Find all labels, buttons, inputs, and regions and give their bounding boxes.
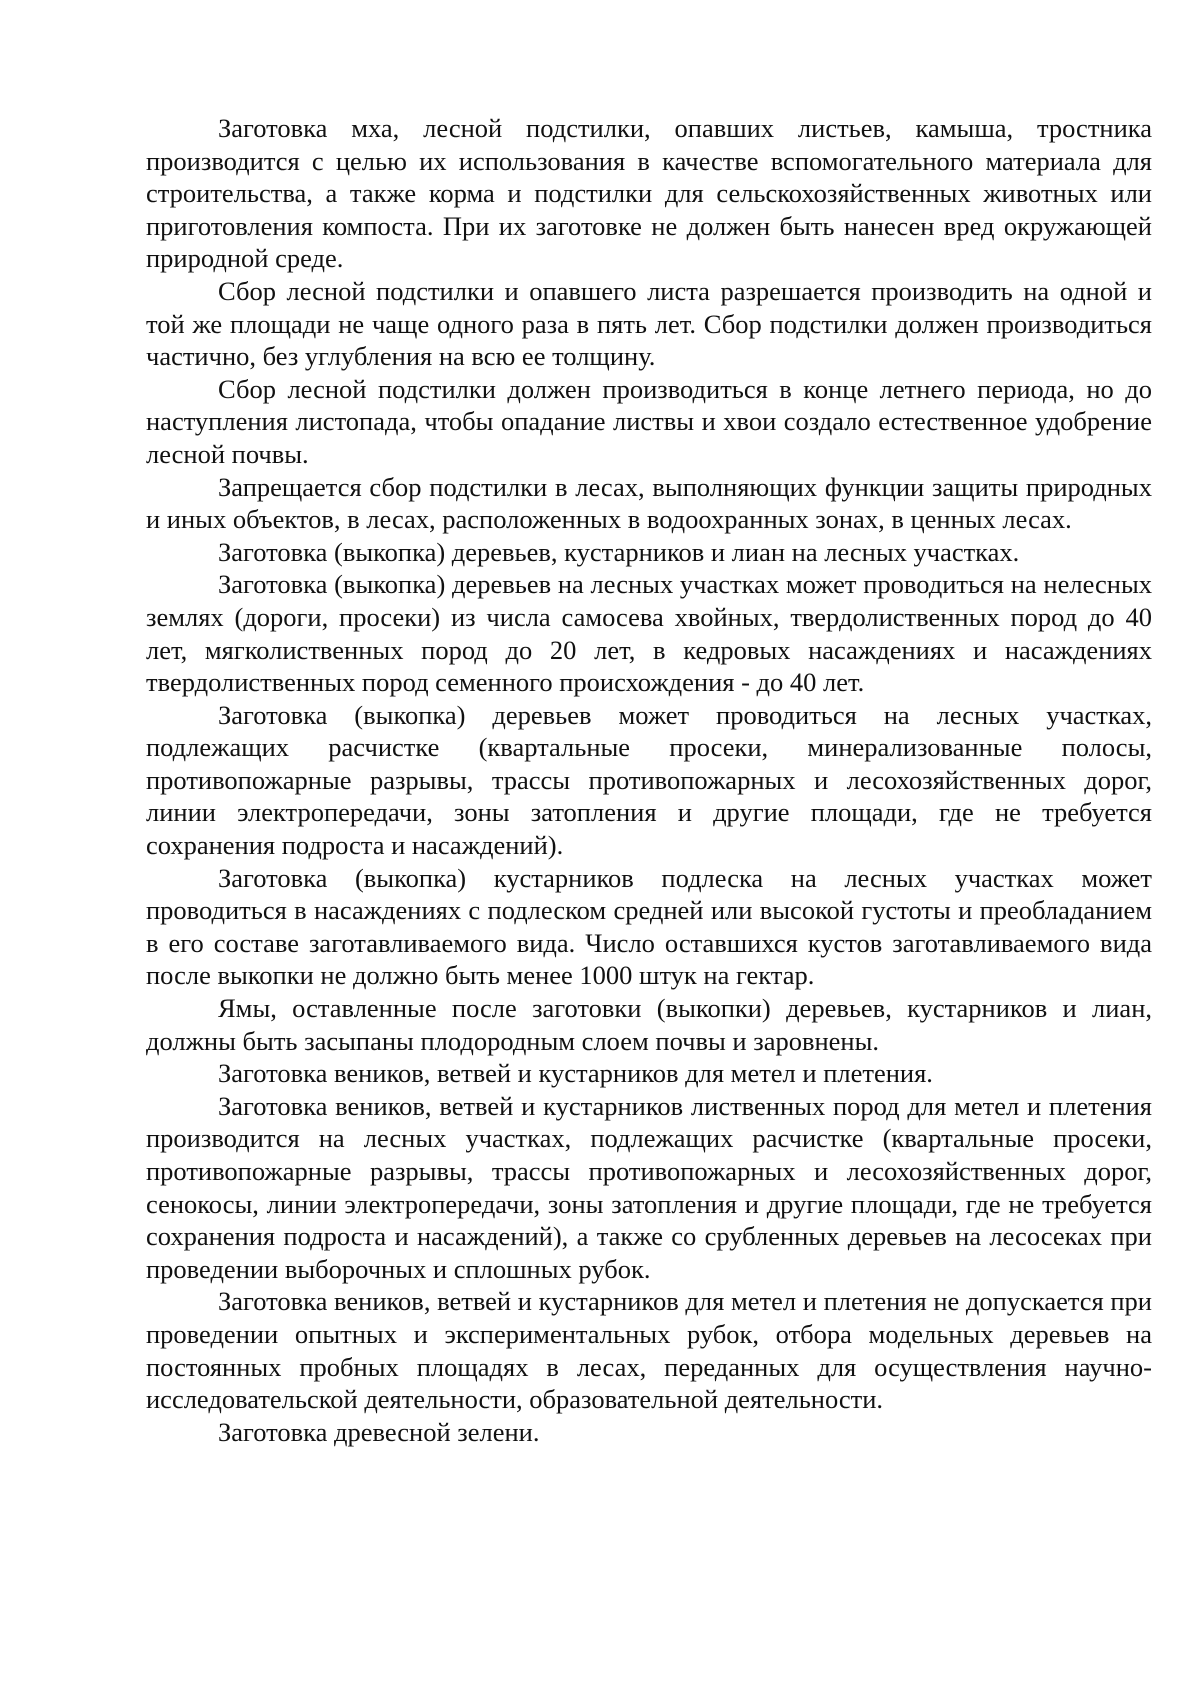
paragraph-digging-trees-nonforest-land: Заготовка (выкопка) деревьев на лесных участках может проводиться на нелесных землях (дороги, просеки) из числа самосева хвойных, твердолиственных пород до 40 лет, мягколиственных пород до 20 лет, в кедровых насаждениях и насаждениях твердолиственных пород семенного происхождения - до 40 лет.	[146, 569, 1152, 698]
paragraph-brooms-branches-restrictions: Заготовка веников, ветвей и кустарников для метел и плетения не допускается при проведении опытных и экспериментальных рубок, отбора модельных деревьев на постоянных пробных площадях в лесах, переданных для осуществления научно-исследовательской деятельности, образовательной деятельности.	[146, 1286, 1152, 1415]
section-heading-digging-trees: Заготовка (выкопка) деревьев, кустарников и лиан на лесных участках.	[218, 536, 1020, 567]
paragraph-digging-trees-clearing-areas: Заготовка (выкопка) деревьев может проводиться на лесных участках, подлежащих расчистке (квартальные просеки, минерализованные полосы, противопожарные разрывы, трассы противопожарных и лесохозяйственных дорог, линии электропередачи, зоны затопления и другие площади, где не требуется сохранения подроста и насаждений).	[146, 699, 1152, 861]
section-heading-brooms-branches: Заготовка веников, ветвей и кустарников для метел и плетения.	[218, 1058, 933, 1089]
paragraph-litter-collection-frequency: Сбор лесной подстилки и опавшего листа разрешается производить на одной и той же площади не чаще одного раза в пять лет. Сбор подстилки должен производиться частично, без углубления на всю ее толщину.	[146, 275, 1152, 372]
document-page	[146, 112, 1152, 1448]
paragraph-pits-backfill: Ямы, оставленные после заготовки (выкопки) деревьев, кустарников и лиан, должны быть засыпаны плодородным слоем почвы и заровнены.	[146, 993, 1152, 1056]
paragraph-digging-shrubs-undergrowth: Заготовка (выкопка) кустарников подлеска на лесных участках может проводиться в насаждениях с подлеском средней или высокой густоты и преобладанием в его составе заготавливаемого вида. Число оставшихся кустов заготавливаемого вида после выкопки не должно быть менее 1000 штук на гектар.	[146, 862, 1152, 991]
paragraph-litter-collection-timing: Сбор лесной подстилки должен производиться в конце летнего периода, но до наступления листопада, чтобы опадание листвы и хвои создало естественное удобрение лесной почвы.	[146, 373, 1152, 469]
paragraph-moss-litter-harvesting: Заготовка мха, лесной подстилки, опавших листьев, камыша, тростника производится с целью их использования в качестве вспомогательного материала для строительства, а также корма и подстилки для сельскохозяйственных животных или приготовления компоста. При их заготовке не должен быть нанесен вред окружающей природной среде.	[146, 113, 1152, 274]
paragraph-brooms-branches-locations: Заготовка веников, ветвей и кустарников лиственных пород для метел и плетения производится на лесных участках, подлежащих расчистке (квартальные просеки, противопожарные разрывы, трассы противопожарных и лесохозяйственных дорог, сенокосы, линии электропередачи, зоны затопления и другие площади, где не требуется сохранения подроста и насаждений), а также со срубленных деревьев на лесосеках при проведении выборочных и сплошных рубок.	[146, 1090, 1152, 1284]
paragraph-litter-collection-prohibition: Запрещается сбор подстилки в лесах, выполняющих функции защиты природных и иных объектов, в лесах, расположенных в водоохранных зонах, в ценных лесах.	[146, 471, 1152, 535]
section-heading-tree-greenery: Заготовка древесной зелени.	[218, 1416, 540, 1447]
